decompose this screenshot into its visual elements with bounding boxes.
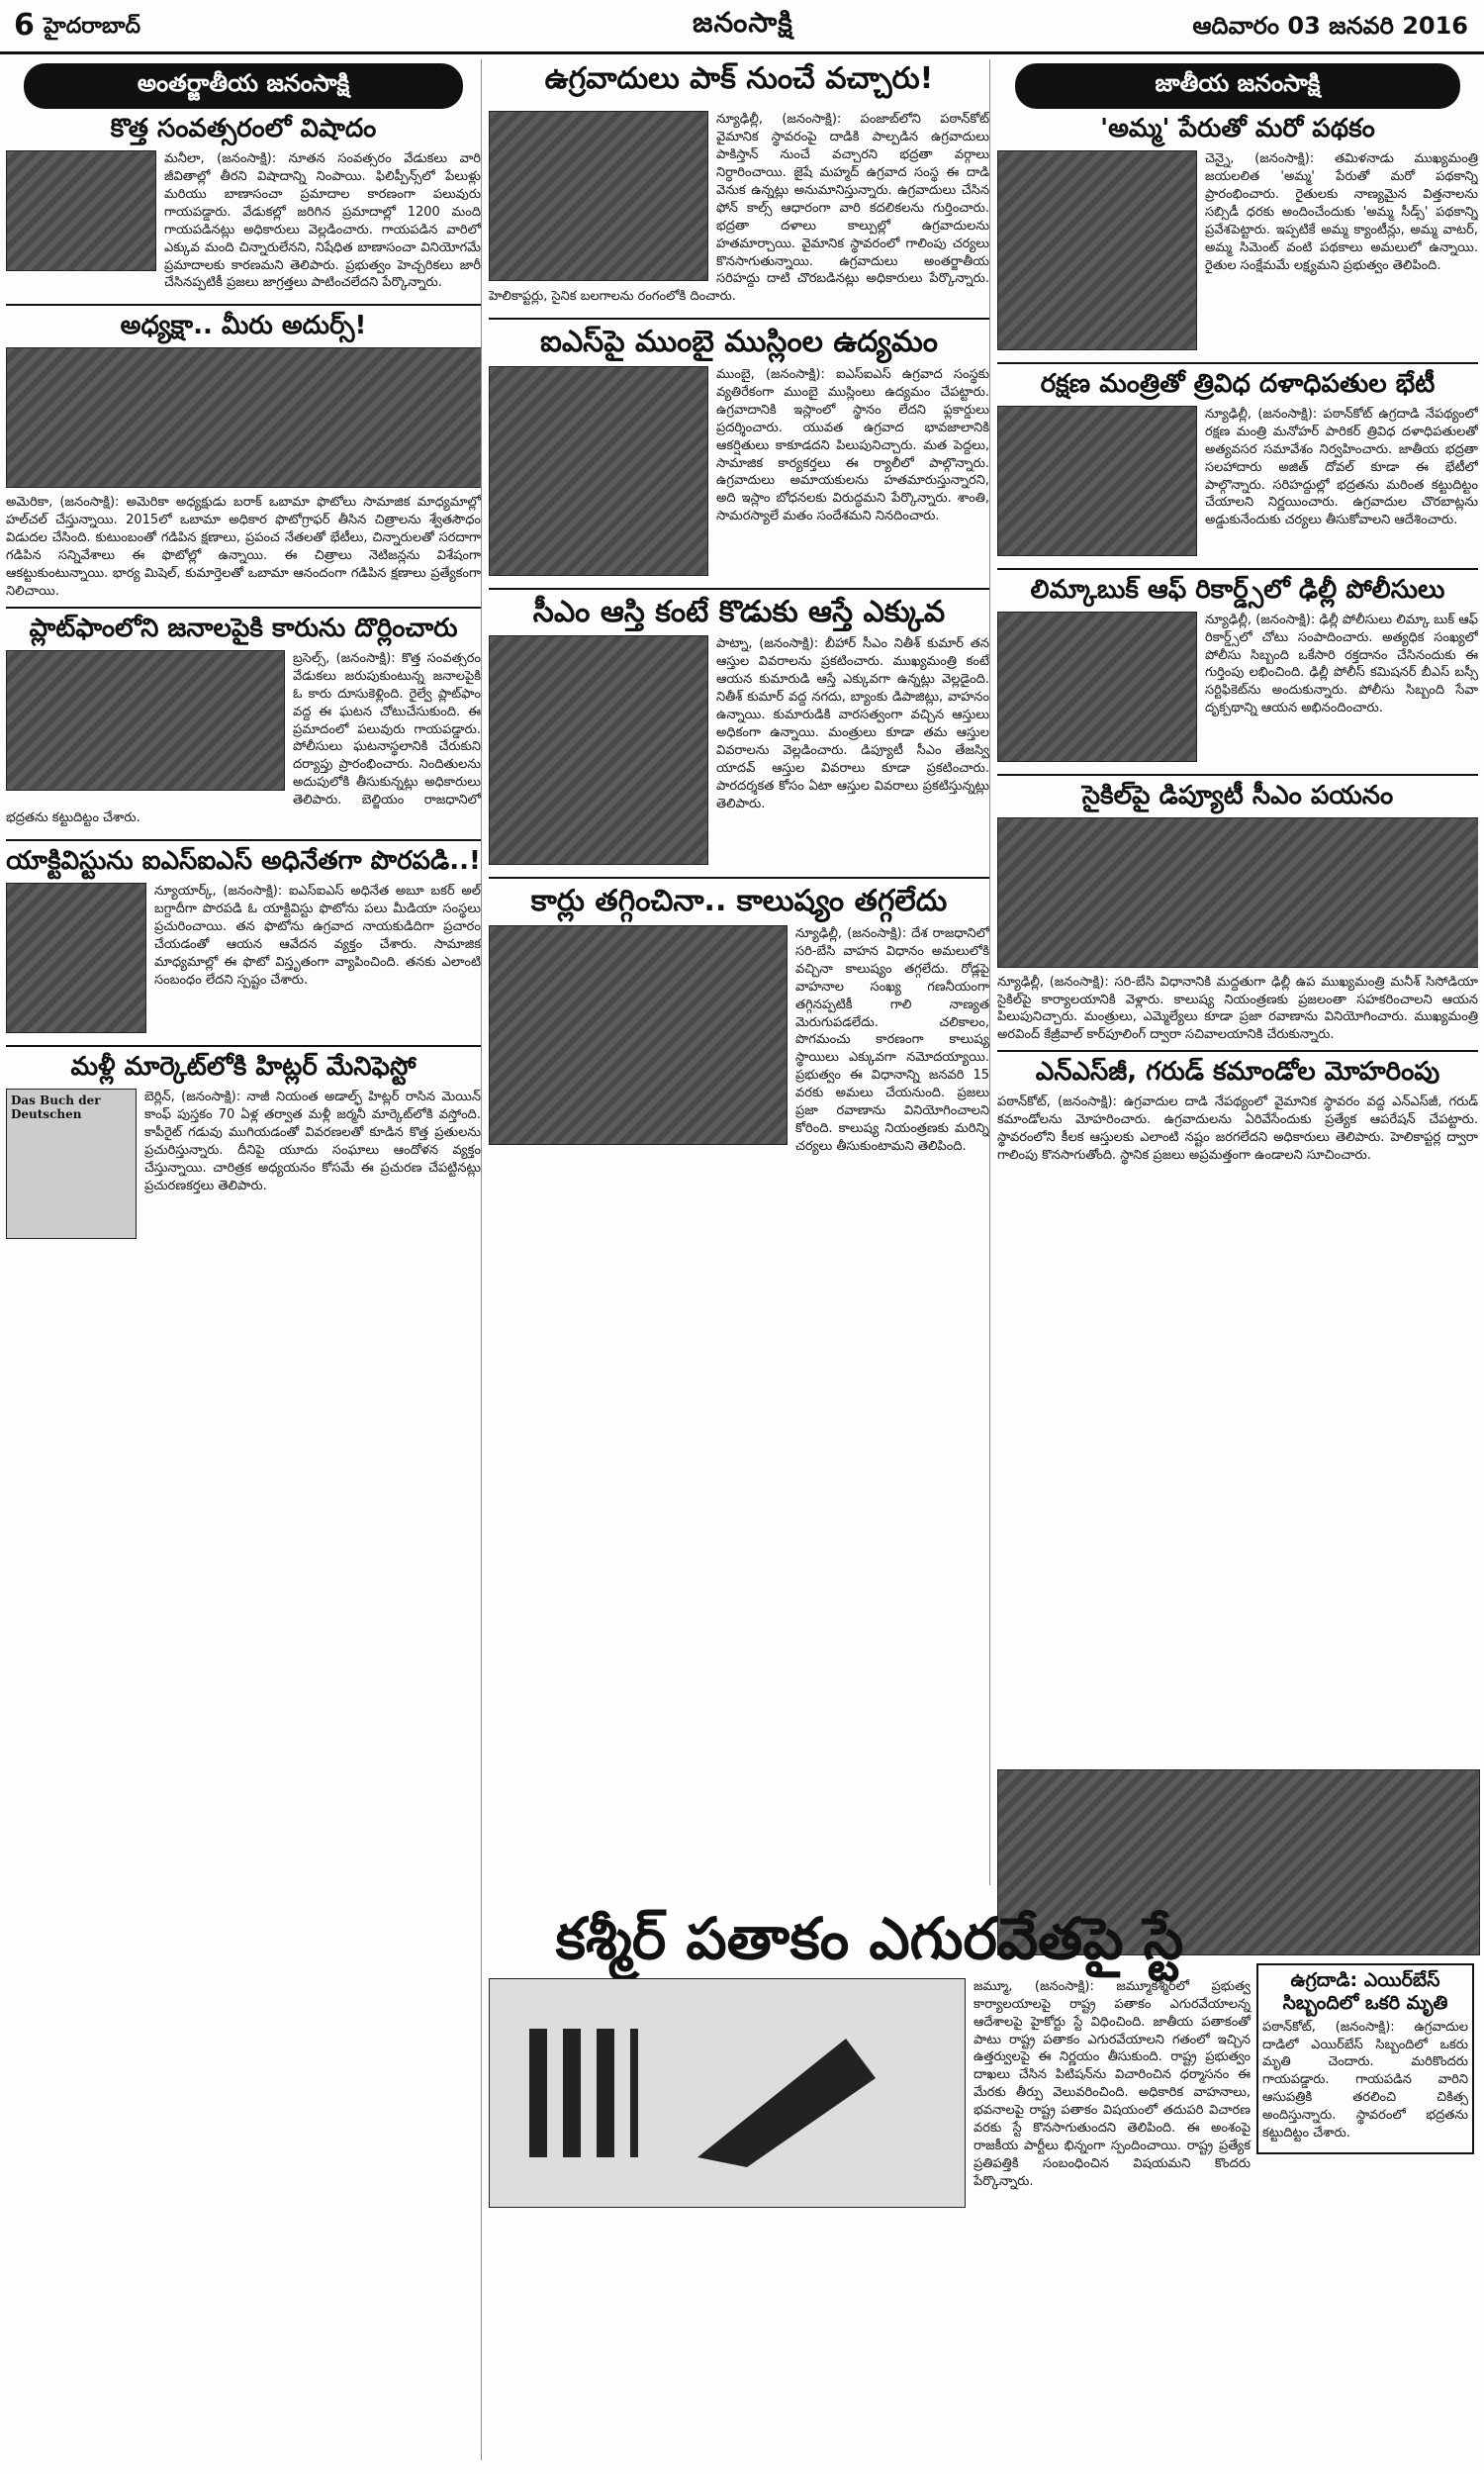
- airbase-box-wrap: [1252, 1959, 1478, 2460]
- masthead: [0, 0, 1484, 54]
- story-terrorists-pak: న్యూఢిల్లీ, (జనంసాక్షి): పంజాబ్‌లోని పఠాన్‌కోట్ వైమానిక స్థావరంపై దాడికి పాల్పడిన ఉగ్రవాదులు పాకిస్తాన్ నుంచే వచ్చారని భద్రతా వర్గాలు నిర్ధారించాయి. జైషే మహ్మద్ ఉగ్రవాద సంస్థ ఈ దాడి వెనుక ఉన్నట్లు అనుమానిస్తున్నారు. ఉగ్రవాదులు చేసిన ఫోన్ కాల్స్ ఆధారంగా వారి కదలికలను గుర్తించారు. భద్రతా దళాలు కాల్పుల్లో ఉగ్రవాదులను హతమార్చాయి. వైమానిక స్థావరంలో గాలింపు చర్యలు కొనసాగుతున్నాయి. ఉగ్రవాదులు అంతర్జాతీయ సరిహద్దు దాటి చొరబడినట్లు అధికారులు పేర్కొన్నారు. హెలికాప్టర్లు, సైనిక బలగాలను రంగంలోకి దించారు.: [489, 112, 989, 305]
- defence-minister-photo: [997, 406, 1197, 556]
- section-label-national: జాతీయ జనంసాక్షి: [1015, 63, 1460, 109]
- headline-president-awesome: అధ్యక్షా.. మీరు అదుర్స్!: [120, 311, 367, 341]
- book-cover-photo: [6, 1089, 137, 1239]
- traffic-photo: [489, 925, 788, 1145]
- terrorist-leader-photo: [489, 111, 708, 281]
- cycling-photo: [997, 817, 1478, 968]
- story-hitler-manifesto: బెర్లిన్, (జనంసాక్షి): నాజీ నియంత అడాల్ఫ్ హిట్లర్ రాసిన మెయిన్ కాంఫ్ పుస్తకం 70 ఏళ్ల తర్వాత మళ్లీ జర్మనీ మార్కెట్‌లోకి వస్తోంది. కాపీరైట్ గడువు ముగియడంతో వివరణలతో కూడిన కొత్త ప్రతులను ప్రచురిస్తున్నారు. దీనిపై యూదు సంఘాలు ఆందోళన వ్యక్తం చేస్తున్నాయి. చారిత్రక అధ్యయనం కోసమే ఈ ప్రచురణ చేపట్టినట్లు ప్రచురణకర్తలు తెలిపారు.: [144, 1089, 481, 1193]
- headline-defence-meeting: రక్షణ మంత్రితో త్రివిధ దళాధిపతుల భేటీ: [1040, 368, 1436, 399]
- headline-pollution: కార్లు తగ్గించినా.. కాలుష్యం తగ్గలేదు: [530, 884, 948, 919]
- protest-photo: [489, 366, 708, 576]
- flag-stripes: [529, 2029, 638, 2157]
- story-commandos: పఠాన్‌కోట్, (జనంసాక్షి): ఉగ్రవాదుల దాడి నేపథ్యంలో వైమానిక స్థావరం వద్ద ఎన్‌ఎస్‌జీ, గరుడ్ కమాండోలను మోహరించారు. ఉగ్రవాదులను ఏరివేసేందుకు ప్రత్యేక ఆపరేషన్ చేపట్టారు. స్థావరంలోని కీలక ఆస్తులకు ఎలాంటి నష్టం జరగలేదని అధికారులు తెలిపారు. హెలికాప్టర్ల ద్వారా గాలింపు కొనసాగుతోంది. స్థానిక ప్రజలు అప్రమత్తంగా ఉండాలని సూచించారు.: [997, 1094, 1478, 1164]
- story-amma-scheme: చెన్నై, (జనంసాక్షి): తమిళనాడు ముఖ్యమంత్రి జయలలిత 'అమ్మ' పేరుతో మరో పథకాన్ని ప్రారంభించారు. రైతులకు నాణ్యమైన విత్తనాలను సబ్సిడీ ధరకు అందించేందుకు 'అమ్మ సీడ్స్' పథకాన్ని ప్రవేశపెట్టారు. ఇప్పటికే అమ్మ క్యాంటీన్లు, అమ్మ వాటర్, అమ్మ సిమెంట్ వంటి పథకాలు అమలులో ఉన్నాయి. రైతుల సంక్షేమమే లక్ష్యమని ప్రభుత్వం తెలిపింది.: [1205, 150, 1478, 273]
- page-number: 6: [14, 8, 35, 43]
- activist-photo: [6, 883, 146, 1033]
- story-activist-mistaken: న్యూయార్క్, (జనంసాక్షి): ఐఎస్‌ఐఎస్ అధినేత అబూ బకర్ అల్ బగ్దాదీగా పొరపడి ఓ యాక్టివిస్టు ఫొటోను పలు మీడియా సంస్థలు ప్రచురించాయి. తన ఫొటోను ఉగ్రవాద నాయకుడిదిగా ప్రచారం చేయడంతో ఆయన ఆవేదన వ్యక్తం చేశారు. సామాజిక మాధ్యమాల్లో ఈ ఫొటో విస్తృతంగా వ్యాపించింది. తనకు ఎలాంటి సంబంధం లేదని స్పష్టం చేశారు.: [154, 884, 481, 988]
- story-airbase-death: పఠాన్‌కోట్, (జనంసాక్షి): ఉగ్రవాదుల దాడిలో ఎయిర్‌బేస్ సిబ్బందిలో ఒకరు మృతి చెందారు. మరికొందరు గాయపడ్డారు. గాయపడిన వారిని ఆసుపత్రికి తరలించి చికిత్స అందిస్తున్నారు. స్థావరంలో భద్రతను కట్టుదిట్టం చేశారు.: [1262, 2019, 1468, 2141]
- headline-hitler-manifesto: మళ్లీ మార్కెట్‌లోకి హిట్లర్ మేనిఫెస్టో: [70, 1052, 417, 1083]
- headline-airbase-death: ఉగ్రదాడి: ఎయిర్‌బేస్ సిబ్బందిలో ఒకరి మృతి: [1282, 1969, 1448, 2014]
- kashmir-story: [489, 1900, 1251, 2208]
- section-label-international: అంతర్జాతీయ జనంసాక్షి: [24, 63, 463, 109]
- story-mumbai-muslims: ముంబై, (జనంసాక్షి): ఐఎస్‌ఐఎస్ ఉగ్రవాద సంస్థకు వ్యతిరేకంగా ముంబై ముస్లింలు ఉద్యమం చేపట్టారు. ఉగ్రవాదానికి ఇస్లాంలో స్థానం లేదని ఫ్లకార్డులు ప్రదర్శించారు. యువత ఉగ్రవాద భావజాలానికి ఆకర్షితులు కాకూడదని పిలుపునిచ్చారు. మత పెద్దలు, సామాజిక కార్యకర్తలు ఈ ర్యాలీలో పాల్గొన్నారు. ఉగ్రవాదులు అమాయకులను హతమారుస్తున్నారని, అది ఇస్లాం బోధనలకు విరుద్ధమని పేర్కొన్నారు. శాంతి, సామరస్యాలే మతం సందేశమని నినదించారు.: [716, 366, 989, 524]
- headline-amma-scheme: 'అమ్మ' పేరుతో మరో పథకం: [1100, 114, 1375, 143]
- obama-photos: [6, 347, 482, 488]
- story-defence-meeting: న్యూఢిల్లీ, (జనంసాక్షి): పఠాన్‌కోట్ ఉగ్రదాడి నేపథ్యంలో రక్షణ మంత్రి మనోహర్ పారికర్ త్రివిధ దళాధిపతులతో అత్యవసర సమావేశం నిర్వహించారు. జాతీయ భద్రతా సలహాదారు అజిత్ దోవల్ కూడా ఈ భేటీలో పాల్గొన్నారు. సరిహద్దుల్లో భద్రతను మరింత కట్టుదిట్టం చేయాలని నిర్ణయించారు. ఉగ్రవాదుల చొరబాట్లను అడ్డుకునేందుకు చర్యలు తీసుకోవాలని ఆదేశించారు.: [1205, 406, 1478, 528]
- story-car-platform: బ్రసెల్స్, (జనంసాక్షి): కొత్త సంవత్సరం వేడుకలు జరుపుకుంటున్న జనాలపైకి ఓ కారు దూసుకెళ్లింది. రైల్వే ప్లాట్‌ఫాం వద్ద ఈ ఘటన చోటుచేసుకుంది. ఈ ప్రమాదంలో పలువురు గాయపడ్డారు. పోలీసులు ఘటనాస్థలానికి చేరుకుని దర్యాప్తు ప్రారంభించారు. నిందితులను అదుపులోకి తీసుకున్నట్లు అధికారులు తెలిపారు. బెల్జియం రాజధానిలో భద్రతను కట్టుదిట్టం చేశారు.: [6, 650, 481, 826]
- headline-cm-assets: సీఎం ఆస్తి కంటే కొడుకు ఆస్తే ఎక్కువ: [532, 594, 946, 629]
- story-new-year-tragedy: మనీలా, (జనంసాక్షి): నూతన సంవత్సరం వేడుకలు వారి జీవితాల్లో తీరని విషాదాన్ని నింపాయి. ఫిలిప్పీన్స్‌లో పేలుళ్లు మరియు బాణాసంచా ప్రమాదాల కారణంగా పలువురు గాయపడ్డారు. వేడుకల్లో జరిగిన ప్రమాదాల్లో 1200 మంది గాయపడినట్లు అధికారులు వెల్లడించారు. గాయపడిన వారిలో ఎక్కువ మంది చిన్నారులేనని, నిషేధిత బాణాసంచా వినియోగమే ప్రమాదాలకు కారణమని తెలిపారు. ప్రభుత్వం హెచ్చరికలు జారీ చేసినప్పటికీ ప్రజలు జాగ్రత్తలు పాటించలేదని పేర్కొన్నారు.: [164, 150, 481, 291]
- headline-activist-mistaken: యాక్టివిస్టును ఐఎస్‌ఐఎస్ అధినేతగా పొరపడి..!: [6, 846, 481, 877]
- book-cover-title: Das Buch der Deutschen: [11, 1093, 101, 1121]
- headline-car-platform: ప్లాట్‌ఫాంలోని జనాలపైకి కారును దొర్లించారు: [29, 613, 458, 643]
- international-column: [6, 59, 482, 2460]
- edition-city: హైదరాబాద్: [44, 14, 140, 39]
- police-commissioner-photo: [997, 612, 1197, 762]
- cm-photo: [489, 635, 708, 865]
- story-deputy-cm-cycle: న్యూఢిల్లీ, (జనంసాక్షి): సరి-బేసి విధానానికి మద్దతుగా ఢిల్లీ ఉప ముఖ్యమంత్రి మనీశ్ సిసోడియా సైకిల్‌పై కార్యాలయానికి వెళ్లారు. కాలుష్య నియంత్రణకు ప్రజలంతా సహకరించాలని ఆయన పిలుపునిచ్చారు. మంత్రులు, ఎమ్మెల్యేలు కూడా ప్రజా రవాణాను వినియోగించారు. ముఖ్యమంత్రి అరవింద్ కేజ్రీవాల్ కార్‌పూలింగ్ ద్వారా సచివాలయానికి చేరుకున్నారు.: [997, 974, 1478, 1043]
- platform-crash-photo: [6, 650, 285, 791]
- issue-date: ఆదివారం 03 జనవరి 2016: [1192, 12, 1468, 40]
- story-pollution: న్యూఢిల్లీ, (జనంసాక్షి): దేశ రాజధానిలో సరి-బేసి వాహన విధానం అమలులోకి వచ్చినా కాలుష్యం తగ్గలేదు. రోడ్లపై వాహనాల సంఖ్య గణనీయంగా తగ్గినప్పటికీ గాలి నాణ్యత మెరుగుపడలేదు. చలికాలం, పొగమంచు కారణంగా కాలుష్య స్థాయిలు ఎక్కువగా నమోదయ్యాయి. ప్రభుత్వం ఈ విధానాన్ని జనవరి 15 వరకు అమలు చేయనుంది. ప్రజలు ప్రజా రవాణాను వినియోగించాలని కోరింది. కాలుష్య నియంత్రణకు మరిన్ని చర్యలు తీసుకుంటామని తెలిపింది.: [795, 925, 989, 1155]
- story-kashmir-flag: జమ్మూ, (జనంసాక్షి): జమ్మూకశ్మీర్‌లో ప్రభుత్వ కార్యాలయాలపై రాష్ట్ర పతాకం ఎగురవేయాలన్న ఆదేశాలపై హైకోర్టు స్టే విధించింది. జాతీయ పతాకంతో పాటు రాష్ట్ర పతాకం ఎగురవేయాలని గతంలో ఇచ్చిన ఉత్తర్వులపై ఈ నిర్ణయం తీసుకుంది. రాష్ట్ర ప్రభుత్వం దాఖలు చేసిన పిటిషన్‌ను విచారించిన ధర్మాసనం ఈ మేరకు తీర్పు వెలువరించింది. అధికారిక వాహనాలు, భవనాలపై రాష్ట్ర పతాకం విషయంలో తదుపరి విచారణ వరకు స్టే కొనసాగుతుందని తెలిపింది. ఈ అంశంపై రాజకీయ పార్టీలు భిన్నంగా స్పందించాయి. రాష్ట్ర ప్రత్యేక ప్రతిపత్తికి సంబంధించిన విషయమని కొందరు పేర్కొన్నారు.: [974, 1978, 1251, 2189]
- center-column: [489, 59, 990, 1885]
- national-column: [997, 59, 1478, 1950]
- new-year-photo: [6, 150, 156, 271]
- headline-new-year-tragedy: కొత్త సంవత్సరంలో విషాదం: [110, 114, 377, 143]
- headline-limca-police: లిమ్కాబుక్ ఆఫ్ రికార్డ్స్‌లో ఢిల్లీ పోలీసులు: [1030, 574, 1445, 605]
- newspaper-logo: జనంసాక్షి: [693, 6, 793, 39]
- headline-commandos: ఎన్‌ఎస్‌జీ, గరుడ్ కమాండోల మోహరింపు: [1035, 1057, 1440, 1088]
- headline-terrorists-pak: ఉగ్రవాదులు పాక్ నుంచే వచ్చారు!: [544, 61, 934, 96]
- story-cm-assets: పాట్నా, (జనంసాక్షి): బీహార్ సీఎం నితీశ్ కుమార్ తన ఆస్తుల వివరాలను ప్రకటించారు. ముఖ్యమంత్రి కంటే ఆయన కుమారుడి ఆస్తే ఎక్కువగా ఉన్నట్లు వెల్లడైంది. నితీశ్ కుమార్ వద్ద నగదు, బ్యాంకు డిపాజిట్లు, వాహనం ఉన్నాయి. కుమారుడికి వారసత్వంగా వచ్చిన ఆస్తులు అధికంగా ఉన్నాయి. మంత్రులు కూడా తమ ఆస్తుల వివరాలను వెల్లడించారు. డిప్యూటీ సీఎం తేజస్వి యాదవ్ ఆస్తుల వివరాలు కూడా ప్రకటించారు. పారదర్శకత కోసం ఏటా ఆస్తుల వివరాలు ప్రకటిస్తున్నట్లు తెలిపారు.: [716, 636, 989, 811]
- headline-mumbai-muslims: ఐఎస్‌పై ముంబై ముస్లింల ఉద్యమం: [540, 325, 938, 360]
- jayalalitha-photo: [997, 150, 1197, 350]
- headline-deputy-cm-cycle: సైకిల్‌పై డిప్యూటీ సీఎం పయనం: [1081, 780, 1394, 810]
- headline-kashmir-flag: కశ్మీర్ పతాకం ఎగురవేతపై స్టే: [555, 1905, 1184, 1972]
- story-limca-police: న్యూఢిల్లీ, (జనంసాక్షి): ఢిల్లీ పోలీసులు లిమ్కా బుక్ ఆఫ్ రికార్డ్స్‌లో చోటు సంపాదించారు. అత్యధిక సంఖ్యలో పోలీసు సిబ్బంది ఒకేసారి రక్తదానం చేసినందుకు ఈ గుర్తింపు లభించింది. ఢిల్లీ పోలీస్ కమిషనర్ బీఎస్ బస్సీ సర్టిఫికెట్‌ను అందుకున్నారు. పోలీసు సిబ్బంది సేవా దృక్పథాన్ని ఆయన అభినందించారు.: [1205, 612, 1478, 716]
- flag-plough-icon: [688, 2019, 885, 2167]
- story-president-awesome: అమెరికా, (జనంసాక్షి): అమెరికా అధ్యక్షుడు బరాక్ ఒబామా ఫొటోలు సామాజిక మాధ్యమాల్లో హల్‌చల్ చేస్తున్నాయి. 2015లో ఒబామా అధికార ఫొటోగ్రాఫర్ తీసిన చిత్రాలను శ్వేతసౌధం విడుదల చేసింది. కుటుంబంతో గడిపిన క్షణాలు, ప్రపంచ నేతలతో భేటీలు, చిన్నారులతో సరదాగా గడిపిన సన్నివేశాలు ఈ ఫొటోల్లో ఉన్నాయి. ఈ చిత్రాలు నెటిజన్లను విశేషంగా ఆకట్టుకుంటున్నాయి. భార్య మిషెల్, కుమార్తెలతో ఒబామా ఆనందంగా గడిపిన క్షణాలు ప్రత్యేకంగా నిలిచాయి.: [6, 495, 481, 599]
- kashmir-flag-graphic: [489, 1978, 966, 2208]
- airbase-box: [1256, 1963, 1474, 2154]
